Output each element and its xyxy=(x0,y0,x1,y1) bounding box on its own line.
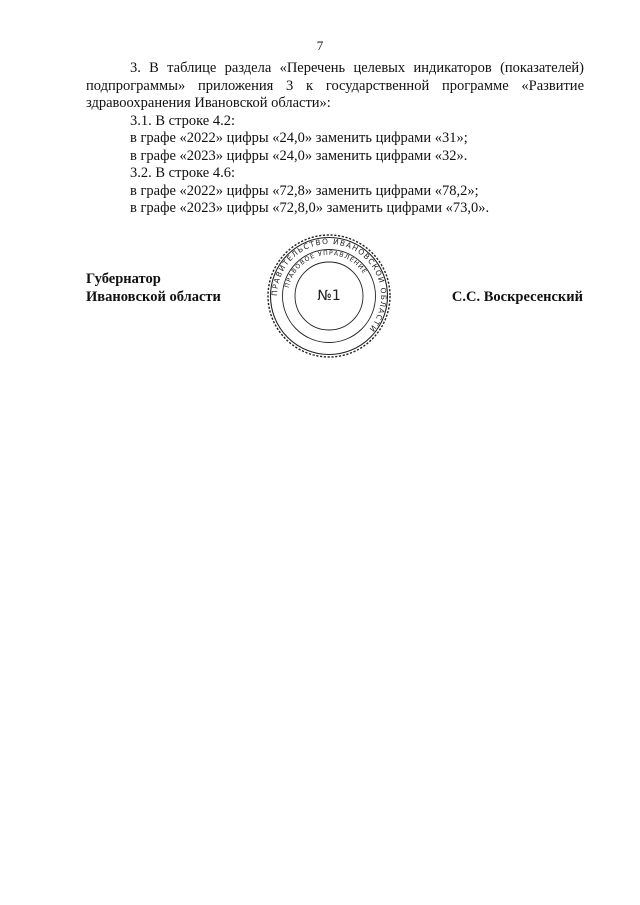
line-3-2: 3.2. В строке 4.6: xyxy=(130,165,236,181)
body-text xyxy=(86,60,584,218)
seal-inner-text: ПРАВОВОЕ УПРАВЛЕНИЕ xyxy=(283,249,369,289)
line-3-2-col-2023: в графе «2023» цифры «72,8,0» заменить цифрами «73,0». xyxy=(130,200,490,216)
seal-outer-text: ПРАВИТЕЛЬСТВО ИВАНОВСКОЙ ОБЛАСТИ xyxy=(269,236,389,335)
line-3-1-col-2022: в графе «2022» цифры «24,0» заменить цифрами «31»; xyxy=(130,130,468,146)
line-3-2-col-2022: в графе «2022» цифры «72,8» заменить цифрами «78,2»; xyxy=(130,182,479,199)
signatory-title-line1: Губернатор xyxy=(86,271,161,287)
paragraph-3: 3. В таблице раздела «Перечень целевых индикаторов (показателей) подпрограммы» приложения 3 к государственной программе «Развитие здравоохранения Ивановской области»: xyxy=(86,60,584,111)
signatory-title xyxy=(86,271,221,306)
line-3-1: 3.1. В строке 4.2: xyxy=(130,112,236,129)
seal-center-text: №1 xyxy=(317,288,341,304)
line-3-1-col-2023: в графе «2023» цифры «24,0» заменить цифрами «32». xyxy=(130,147,468,164)
signatory-name: С.С. Воскресенский xyxy=(451,289,583,305)
page-number: 7 xyxy=(316,38,324,53)
signatory-title-line2: Ивановской области xyxy=(86,288,221,305)
official-seal xyxy=(266,233,392,359)
